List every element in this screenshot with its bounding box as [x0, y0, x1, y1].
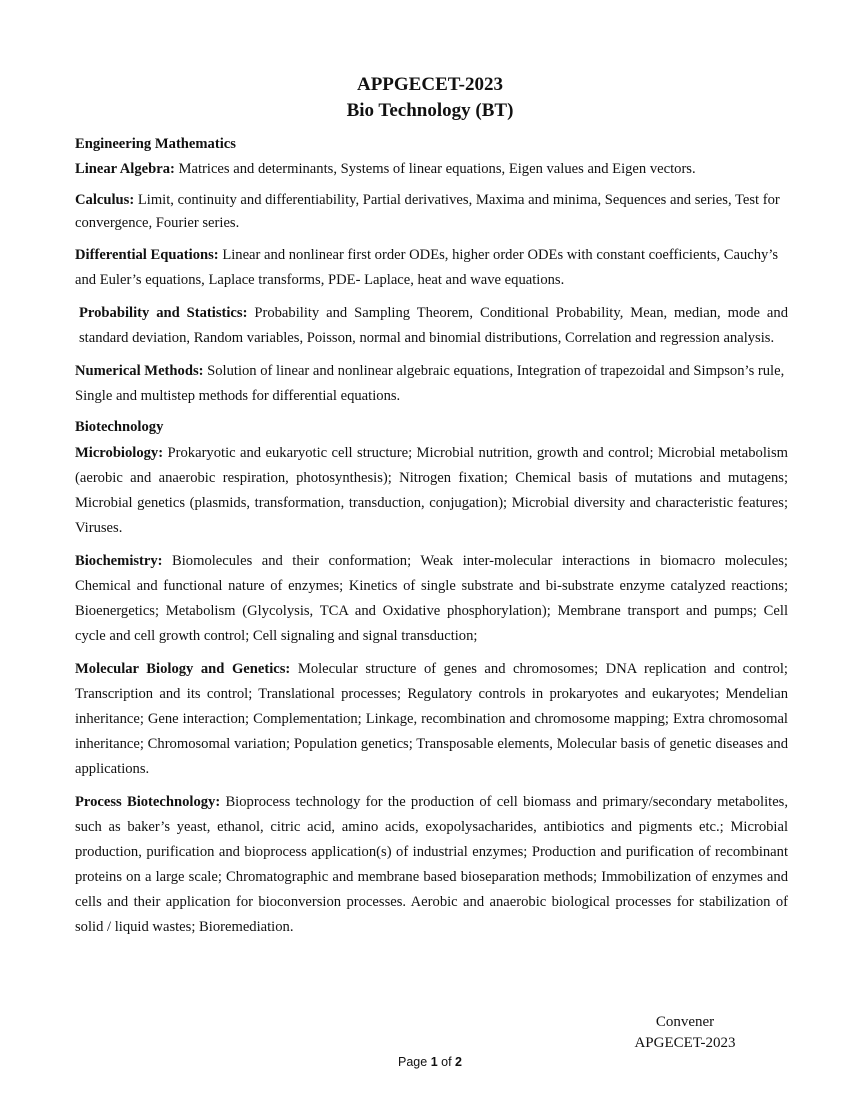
topic-calculus — [75, 189, 788, 235]
document-subtitle: Bio Technology (BT) — [346, 100, 514, 121]
topic-text: Prokaryotic and eukaryotic cell structure; Microbial nutrition, growth and control; Microbial metabolism (aerobic and anaerobic respiration, photosynthesis); Nitrogen fixation; Chemical basis of mutations and mutagens; Microbial genetics (plasmids, transformation, transduction, conjugation); Microbial diversity and characteristic features; Viruses. — [75, 445, 788, 536]
signature-block — [600, 1012, 770, 1054]
topic-probability-statistics — [75, 301, 788, 351]
topic-text: Matrices and determinants, Systems of linear equations, Eigen values and Eigen vectors. — [178, 161, 696, 177]
topic-text: Biomolecules and their conformation; Weak inter-molecular interactions in biomacro molecules; Chemical and functional nature of enzymes; Kinetics of single substrate and bi-substrate enzyme catalyzed reactions; Bioenergetics; Metabolism (Glycolysis, TCA and Oxidative phosphorylation); Membrane transport and pumps; Cell cycle and cell growth control; Cell signaling and signal transduction; — [75, 553, 788, 644]
topic-microbiology — [75, 441, 788, 541]
topic-text: Probability and Sampling Theorem, Conditional Probability, Mean, median, mode and standard deviation, Random variables, Poisson, normal and binomial distributions, Correlation and regression analysis. — [79, 305, 788, 346]
signature-org: APGECET-2023 — [634, 1035, 736, 1051]
topic-label: Calculus: — [75, 192, 135, 208]
document-title: APPGECET-2023 — [356, 74, 504, 95]
topic-linear-algebra — [75, 158, 788, 181]
topic-text: Solution of linear and nonlinear algebraic equations, Integration of trapezoidal and Simpson’s rule, Single and multistep methods for differential equations. — [75, 363, 785, 404]
topic-label: Numerical Methods: — [75, 363, 204, 379]
section-heading-engineering-mathematics: Engineering Mathematics — [75, 136, 236, 152]
page-number — [0, 1055, 850, 1069]
topic-text: Molecular structure of genes and chromosomes; DNA replication and control; Transcription and its control; Translational processes; Regulatory controls in prokaryotes and eukaryotes; Mendelian inheritance; Gene interaction; Complementation; Linkage, recombination and chromosome mapping; Extra chromosomal inheritance; Chromosomal variation; Population genetics; Transposable elements, Molecular basis of genetic diseases and applications. — [75, 661, 788, 777]
topic-text: Limit, continuity and differentiability, Partial derivatives, Maxima and minima, Sequences and series, Test for convergence, Fourier series. — [75, 192, 780, 231]
page-number-current: 1 — [430, 1055, 438, 1069]
topic-label: Probability and Statistics: — [79, 305, 248, 321]
topic-numerical-methods — [75, 359, 788, 409]
topic-label: Process Biotechnology: — [75, 794, 221, 810]
topic-label: Molecular Biology and Genetics: — [75, 661, 291, 677]
topic-label: Microbiology: — [75, 445, 164, 461]
page-number-sep: of — [437, 1055, 456, 1069]
topic-text: Linear and nonlinear first order ODEs, higher order ODEs with constant coefficients, Cauchy’s and Euler’s equations, Laplace transforms, PDE- Laplace, heat and wave equations. — [75, 247, 779, 288]
page-number-total: 2 — [455, 1055, 462, 1069]
topic-label: Biochemistry: — [75, 553, 163, 569]
topic-differential-equations — [75, 243, 788, 293]
topic-text: Bioprocess technology for the production of cell biomass and primary/secondary metabolites, such as baker’s yeast, ethanol, citric acid, amino acids, exopolysacharides, antibiotics and pigments etc.; Microbial production, purification and bioprocess application(s) of industrial enzymes; Production and purification of recombinant proteins on a large scale; Chromatographic and membrane based bioseparation methods; Immobilization of enzymes and cells and their application for bioconversion processes. Aerobic and anaerobic biological processes for stabilization of solid / liquid wastes; Bioremediation. — [75, 794, 789, 935]
topic-process-biotechnology — [75, 790, 788, 940]
topic-label: Linear Algebra: — [75, 161, 175, 177]
page-number-prefix: Page — [398, 1055, 431, 1069]
signature-role: Convener — [655, 1014, 715, 1030]
section-heading-biotechnology: Biotechnology — [75, 419, 164, 435]
topic-label: Differential Equations: — [75, 247, 219, 263]
topic-molecular-biology-genetics — [75, 657, 788, 782]
topic-biochemistry — [75, 549, 788, 649]
syllabus-content — [75, 134, 788, 948]
